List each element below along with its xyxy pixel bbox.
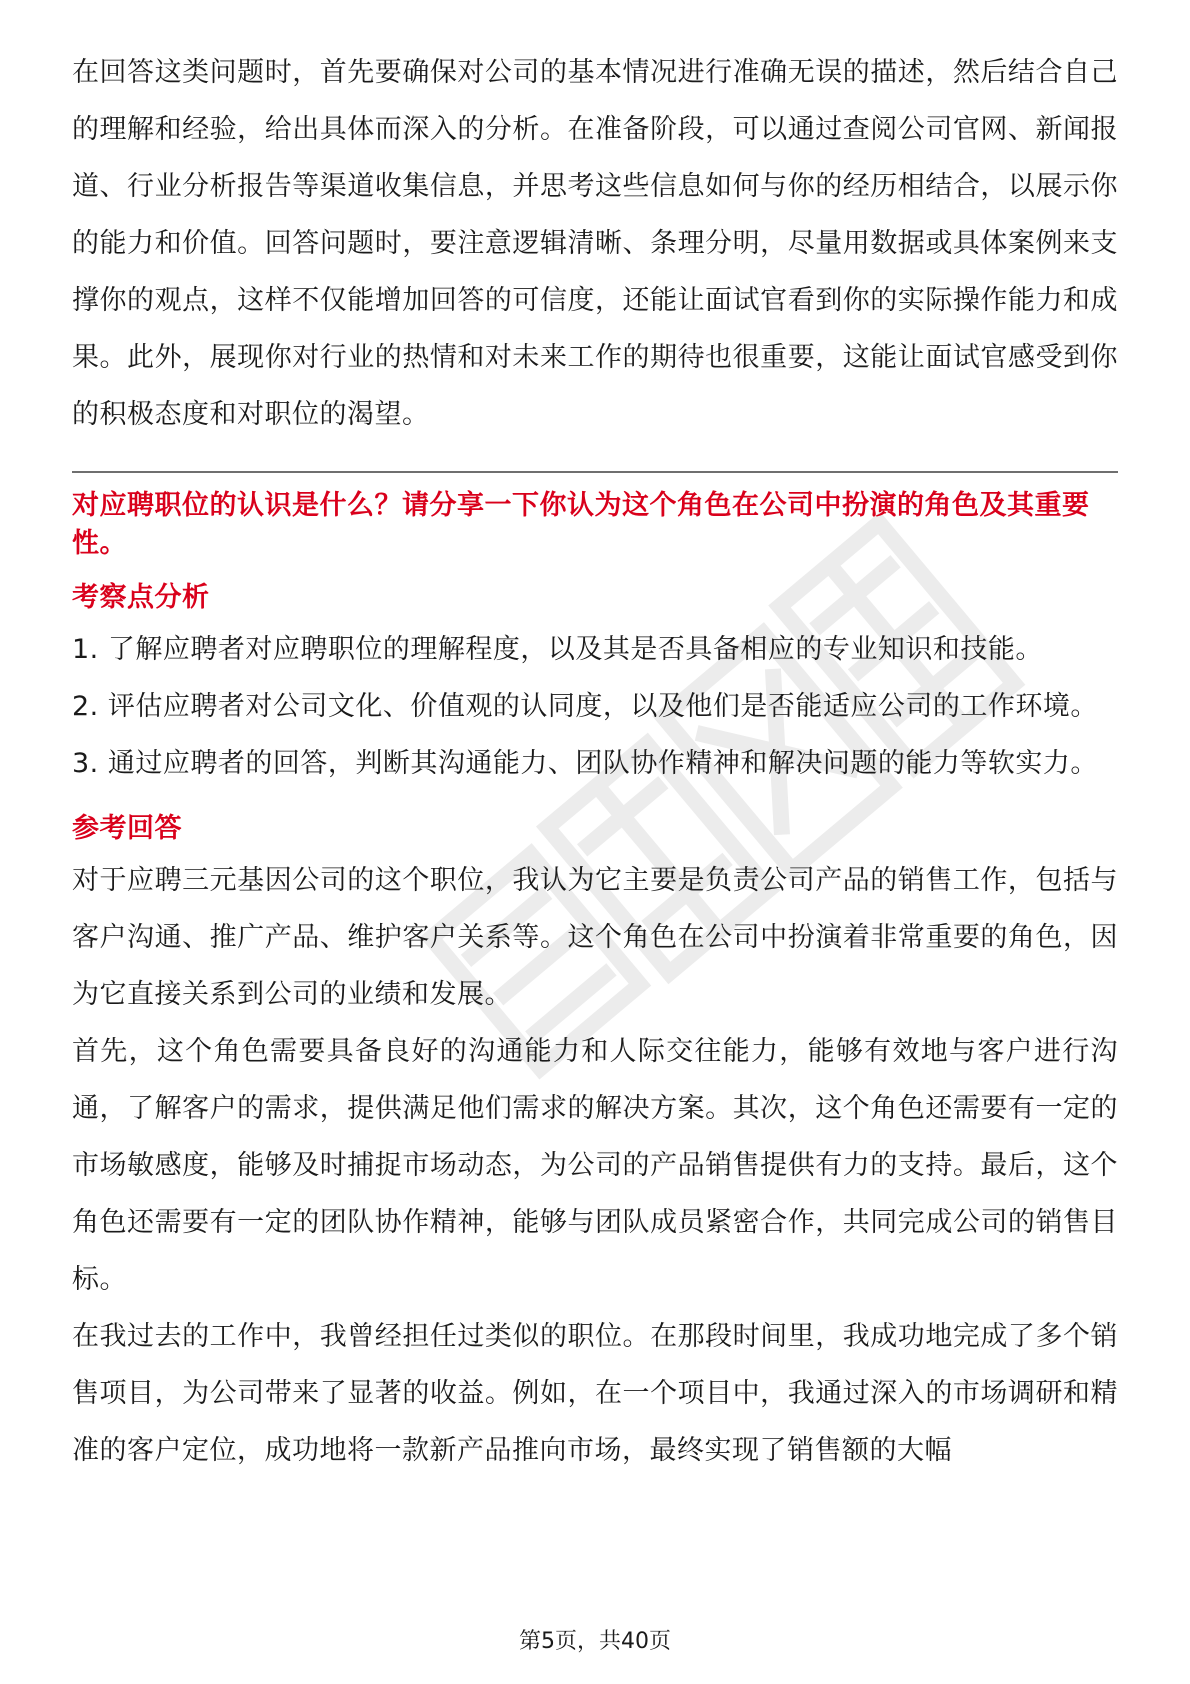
- document-page: [72, 44, 1118, 1479]
- answer-paragraph: 对于应聘三元基因公司的这个职位，我认为它主要是负责公司产品的销售工作，包括与客户沟通、推广产品、维护客户关系等。这个角色在公司中扮演着非常重要的角色，因为它直接关系到公司的业绩和发展。: [72, 865, 1118, 1010]
- page-number-footer: 第5页，共40页: [519, 1629, 671, 1654]
- analysis-item: 1. 了解应聘者对应聘职位的理解程度，以及其是否具备相应的专业知识和技能。: [72, 634, 1043, 665]
- analysis-item: 3. 通过应聘者的回答，判断其沟通能力、团队协作精神和解决问题的能力等软实力。: [72, 748, 1098, 779]
- answer-heading: 参考回答: [72, 813, 182, 844]
- analysis-item: 2. 评估应聘者对公司文化、价值观的认同度，以及他们是否能适应公司的工作环境。: [72, 691, 1098, 722]
- answer-paragraph: 首先，这个角色需要具备良好的沟通能力和人际交往能力，能够有效地与客户进行沟通，了解客户的需求，提供满足他们需求的解决方案。其次，这个角色还需要有一定的市场敏感度，能够及时捕捉市场动态，为公司的产品销售提供有力的支持。最后，这个角色还需要有一定的团队协作精神，能够与团队成员紧密合作，共同完成公司的销售目标。: [72, 1036, 1118, 1295]
- answer-paragraph: 在我过去的工作中，我曾经担任过类似的职位。在那段时间里，我成功地完成了多个销售项目，为公司带来了显著的收益。例如，在一个项目中，我通过深入的市场调研和精准的客户定位，成功地将一款新产品推向市场，最终实现了销售额的大幅: [72, 1321, 1118, 1466]
- section-divider: [72, 471, 1118, 473]
- intro-paragraph: 在回答这类问题时，首先要确保对公司的基本情况进行准确无误的描述，然后结合自己的理解和经验，给出具体而深入的分析。在准备阶段，可以通过查阅公司官网、新闻报道、行业分析报告等渠道收集信息，并思考这些信息如何与你的经历相结合，以展示你的能力和价值。回答问题时，要注意逻辑清晰、条理分明，尽量用数据或具体案例来支撑你的观点，这样不仅能增加回答的可信度，还能让面试官看到你的实际操作能力和成果。此外，展现你对行业的热情和对未来工作的期待也很重要，这能让面试官感受到你的积极态度和对职位的渴望。: [72, 57, 1118, 430]
- analysis-heading: 考察点分析: [72, 582, 210, 613]
- question-heading: 对应聘职位的认识是什么？请分享一下你认为这个角色在公司中扮演的角色及其重要性。: [72, 490, 1090, 559]
